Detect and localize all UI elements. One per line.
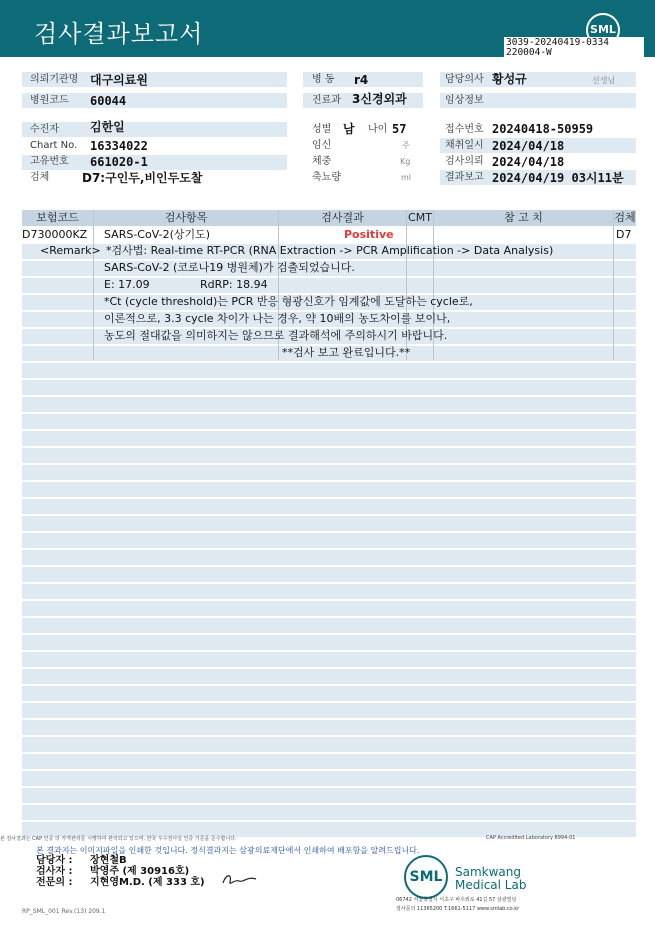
remark-line: RdRP: 18.94 (200, 278, 268, 291)
hospital-code-value: 60044 (90, 94, 127, 108)
table-stripe (22, 686, 636, 701)
report-title: 검사결과보고서 (34, 20, 204, 48)
table-stripe (22, 788, 636, 803)
remark-line: 농도의 절대값을 의미하지는 않으므로 결과해석에 주의하시기 바랍니다. (104, 329, 448, 342)
table-stripe (22, 652, 636, 667)
col-test-item: 검사항목 (164, 211, 208, 224)
remark-line: SARS-CoV-2 (코로나19 병원체)가 검출되었습니다. (104, 261, 355, 274)
cap-accreditation: CAP Accredited Laboratory 8994-01 (486, 835, 576, 841)
sex-label: 성별 (312, 124, 332, 135)
specimen-label: 검체 (30, 172, 50, 183)
pregnancy-unit: 주 (402, 141, 410, 150)
table-stripe (22, 363, 636, 378)
remark-line: *검사법: Real-time RT-PCR (RNA Extraction -> PCR Amplification -> Data Analysis) (106, 244, 554, 257)
chart-no-label: Chart No. (30, 140, 78, 151)
table-stripe (22, 720, 636, 735)
table-stripe (22, 703, 636, 718)
table-stripe (22, 397, 636, 412)
lab-contact: 검사문의 11365200 T.1661-5117 www.smlab.co.kr (396, 906, 520, 912)
urine-unit: ml (401, 173, 412, 182)
signature-image (220, 870, 260, 888)
remark-line: 이론적으로, 3.3 cycle 차이가 나는 경우, 약 10배의 농도차이를 보이나, (104, 312, 451, 325)
tester-label: 검사자 : (36, 866, 73, 877)
col-insurance-code: 보험코드 (36, 211, 79, 224)
pregnancy-label: 임신 (312, 140, 332, 151)
table-stripe (22, 516, 636, 531)
table-stripe (22, 414, 636, 429)
ward-value: r4 (354, 73, 369, 87)
patient-value: 김한일 (90, 120, 125, 134)
weight-label: 체중 (312, 156, 332, 167)
report-complete-line: **검사 보고 완료입니다.** (282, 346, 411, 359)
table-stripe (22, 754, 636, 769)
table-stripe (22, 431, 636, 446)
receipt-label: 접수번호 (445, 124, 484, 135)
col-specimen: 검체 (614, 211, 636, 224)
age-label: 나이 (368, 124, 388, 135)
request-label: 검사의뢰 (445, 156, 484, 167)
table-stripe (22, 669, 636, 684)
hospital-value: 대구의료원 (90, 73, 148, 87)
table-stripe (22, 380, 636, 395)
receipt-value: 20240418-50959 (492, 122, 594, 136)
specimen-value: D7:구인두,비인두도찰 (82, 171, 203, 185)
column-divider (93, 210, 94, 360)
table-stripe (22, 533, 636, 548)
table-stripe (22, 737, 636, 752)
table-stripe (22, 465, 636, 480)
print-notice: 본 결과지는 이미지파일을 인쇄한 것입니다. 정식결과지는 삼광의료재단에서 인쇄하여 배포함을 알려드립니다. (36, 846, 420, 855)
collect-label: 채취일시 (445, 140, 484, 151)
remark-line: E: 17.09 (104, 278, 150, 291)
lab-address: 06742 서울특별시 서초구 바우뫼로 41길 57 삼광빌딩 (396, 897, 517, 903)
brand-name-line1: Samkwang (455, 865, 521, 879)
dept-label: 진료과 (312, 95, 341, 106)
sml-logo: SML (586, 13, 620, 47)
remark-line: *Ct (cycle threshold)는 PCR 반응 형광신호가 임계값에 도달하는 cycle로, (104, 295, 473, 308)
col-reference: 참 고 치 (504, 211, 543, 224)
row-result: Positive (344, 228, 394, 241)
column-divider (613, 210, 614, 360)
row-specimen: D7 (616, 228, 632, 241)
doctor-label: 담당의사 (445, 74, 484, 85)
in-charge-label: 담당자 : (36, 855, 73, 866)
unique-no-value: 661020-1 (90, 155, 148, 169)
col-result: 검사결과 (321, 211, 364, 224)
cap-note: 본 검사결과는 CAP 인증 의 자격관리를 시행하여 관리되고 있으며, 한국 우수검사실 인증 기준을 준수합니다. (0, 836, 237, 842)
table-stripe (22, 448, 636, 463)
table-stripe (22, 584, 636, 599)
col-cmt: CMT (408, 211, 432, 224)
table-stripe (22, 635, 636, 650)
table-stripe (22, 771, 636, 786)
registration-number: 3039-20240419-0334 220004-W (504, 37, 644, 59)
samkwang-logo: SML (404, 855, 448, 899)
row-test-item: SARS-CoV-2(상기도) (104, 228, 211, 241)
tester-value: 박영주 (제 30916호) (90, 866, 190, 877)
table-stripe (22, 499, 636, 514)
unique-no-label: 고유번호 (30, 156, 69, 167)
hospital-code-label: 병원코드 (30, 95, 69, 106)
row-insurance-code: D730000KZ (22, 228, 88, 241)
band (22, 122, 287, 137)
table-stripe (22, 550, 636, 565)
ward-label: 병 동 (312, 74, 335, 85)
specialist-label: 전문의 : (36, 877, 73, 888)
dept-value: 3신경외과 (352, 92, 407, 106)
weight-unit: Kg (400, 157, 411, 166)
remark-label: <Remark> (40, 244, 101, 257)
urine-label: 축뇨량 (312, 172, 341, 183)
table-stripe (22, 601, 636, 616)
patient-label: 수진자 (30, 124, 59, 135)
doctor-value: 황성규 (492, 72, 527, 86)
age-value: 57 (392, 122, 407, 136)
table-stripe (22, 618, 636, 633)
table-stripe (22, 567, 636, 582)
report-time-label: 결과보고 (445, 172, 484, 183)
table-stripe (22, 805, 636, 820)
report-time-value: 2024/04/19 03시11분 (492, 171, 624, 185)
hospital-label: 의뢰기관명 (30, 74, 79, 85)
chart-no-value: 16334022 (90, 139, 148, 153)
in-charge-value: 장현철B (90, 855, 127, 866)
collect-value: 2024/04/18 (492, 139, 565, 153)
doctor-suffix: 선생님 (592, 76, 616, 85)
clinical-info-label: 임상정보 (445, 95, 484, 106)
brand-name-line2: Medical Lab (455, 878, 527, 892)
specialist-value: 지현영M.D. (제 333 호) (90, 877, 205, 888)
table-stripe (22, 482, 636, 497)
form-code: RP_SML_001 Rev.(13) 209.1 (22, 908, 106, 915)
request-value: 2024/04/18 (492, 155, 565, 169)
sex-value: 남 (343, 122, 355, 136)
